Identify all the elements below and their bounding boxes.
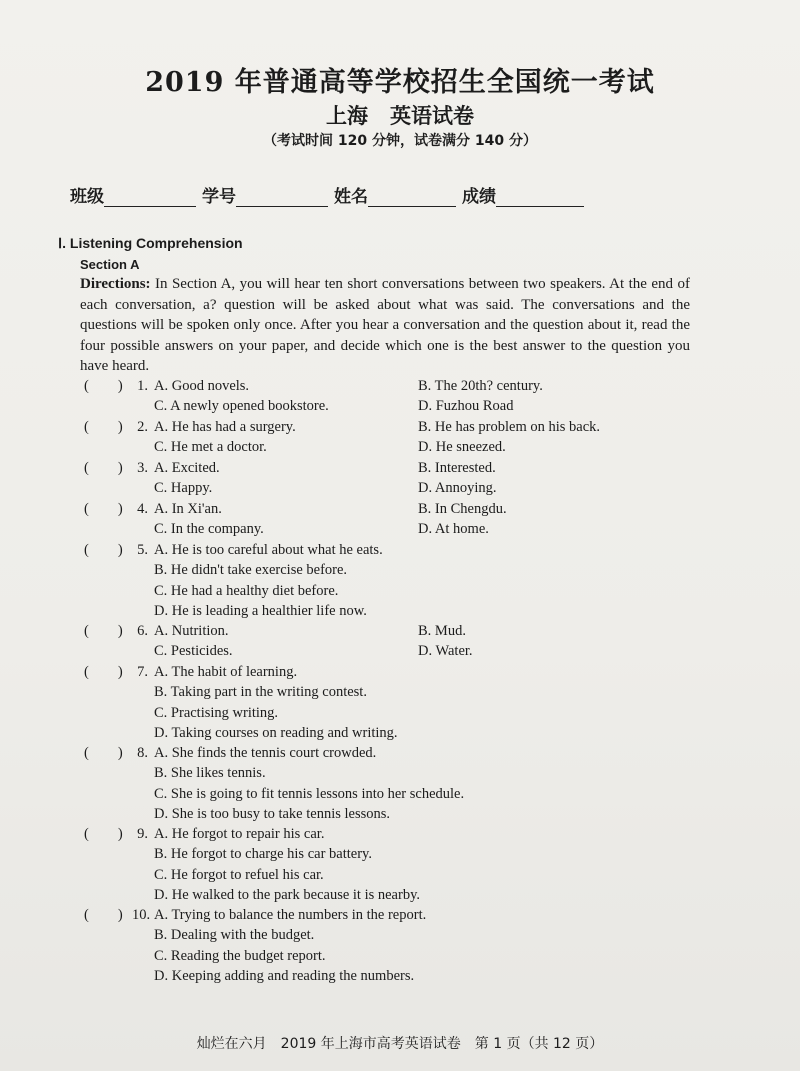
option-b: B. He forgot to charge his car battery. bbox=[154, 846, 372, 863]
answer-paren[interactable]: ( ) bbox=[84, 745, 123, 761]
option-b: B. Taking part in the writing contest. bbox=[154, 684, 367, 701]
option-b: B. She likes tennis. bbox=[154, 765, 266, 782]
class-label: 班级 bbox=[70, 187, 104, 207]
option-b: B. Mud. bbox=[418, 623, 466, 639]
option-d: D. Annoying. bbox=[418, 480, 497, 497]
exam-subtitle bbox=[0, 100, 800, 130]
question-1 bbox=[84, 376, 704, 417]
option-b: B. Interested. bbox=[418, 460, 496, 476]
question-10 bbox=[84, 905, 704, 986]
option-a: A. Nutrition. bbox=[154, 623, 229, 639]
exam-info: （考试时间 120 分钟，试卷满分 140 分） bbox=[263, 133, 537, 149]
question-2 bbox=[84, 417, 704, 458]
student-no-label: 学号 bbox=[202, 187, 236, 207]
class-blank[interactable] bbox=[104, 188, 196, 207]
page-footer: 灿烂在六月 2019 年上海市高考英语试卷 第 1 页（共 12 页） bbox=[196, 1036, 604, 1052]
option-a: A. Excited. bbox=[154, 460, 220, 476]
question-4 bbox=[84, 499, 704, 540]
option-a: A. In Xi'an. bbox=[154, 501, 222, 517]
option-c: C. She is going to fit tennis lessons into her schedule. bbox=[154, 785, 465, 802]
option-c: C. He had a healthy diet before. bbox=[154, 582, 339, 599]
option-a: A. Good novels. bbox=[154, 378, 250, 394]
question-number: 2. bbox=[137, 419, 148, 435]
directions-text: In Section A, you will hear ten short conversations between two speakers. At the end of each conversation, a? question will be asked about what was said. The conversations and the questions will be spoken only once. After you hear a conversation and the question about it, read the four possible answers on your paper, and decide which one is the best answer to the question you have heard. bbox=[80, 276, 690, 374]
student-no-blank[interactable] bbox=[236, 188, 328, 207]
directions bbox=[80, 274, 690, 377]
answer-paren[interactable]: ( ) bbox=[84, 664, 123, 680]
question-number: 4. bbox=[137, 501, 148, 517]
question-number: 9. bbox=[137, 826, 148, 842]
question-number: 7. bbox=[137, 664, 148, 680]
option-c: C. He forgot to refuel his car. bbox=[154, 866, 324, 883]
score-blank[interactable] bbox=[496, 188, 584, 207]
question-9 bbox=[84, 824, 704, 905]
option-d: D. She is too busy to take tennis lessons. bbox=[154, 805, 391, 822]
answer-paren[interactable]: ( ) bbox=[84, 378, 123, 394]
directions-label: Directions: bbox=[80, 276, 151, 292]
answer-paren[interactable]: ( ) bbox=[84, 419, 123, 435]
answer-paren[interactable]: ( ) bbox=[84, 907, 123, 923]
option-a: A. He is too careful about what he eats. bbox=[154, 542, 383, 558]
option-b: B. He has problem on his back. bbox=[418, 419, 601, 435]
question-number: 3. bbox=[137, 460, 148, 476]
answer-paren[interactable]: ( ) bbox=[84, 501, 123, 517]
option-c: C. Pesticides. bbox=[154, 643, 233, 660]
option-b: B. Dealing with the budget. bbox=[154, 927, 315, 944]
question-7 bbox=[84, 662, 704, 743]
section-heading: Section A bbox=[80, 257, 140, 272]
option-c: C. Practising writing. bbox=[154, 704, 279, 721]
question-number: 6. bbox=[137, 623, 148, 639]
answer-paren[interactable]: ( ) bbox=[84, 460, 123, 476]
option-b: B. In Chengdu. bbox=[418, 501, 507, 517]
question-number: 1. bbox=[137, 378, 148, 394]
question-6 bbox=[84, 621, 704, 662]
question-number: 8. bbox=[137, 745, 148, 761]
option-b: B. He didn't take exercise before. bbox=[154, 562, 348, 579]
option-a: A. He forgot to repair his car. bbox=[154, 826, 325, 842]
answer-paren[interactable]: ( ) bbox=[84, 542, 123, 558]
question-8 bbox=[84, 743, 704, 824]
option-d: D. He is leading a healthier life now. bbox=[154, 602, 367, 619]
exam-title: 2019 年普通高等学校招生全国统一考试 bbox=[145, 67, 655, 98]
option-d: D. Fuzhou Road bbox=[418, 398, 514, 415]
name-blank[interactable] bbox=[368, 188, 456, 207]
part-heading: Ⅰ. Listening Comprehension bbox=[58, 235, 243, 251]
option-c: C. A newly opened bookstore. bbox=[154, 398, 329, 415]
option-c: C. He met a doctor. bbox=[154, 439, 267, 456]
option-d: D. Water. bbox=[418, 643, 473, 660]
student-info-fields bbox=[70, 182, 710, 207]
option-b: B. The 20th? century. bbox=[418, 378, 543, 394]
option-a: A. She finds the tennis court crowded. bbox=[154, 745, 377, 761]
question-3 bbox=[84, 458, 704, 499]
question-5 bbox=[84, 540, 704, 621]
answer-paren[interactable]: ( ) bbox=[84, 623, 123, 639]
option-d: D. Taking courses on reading and writing. bbox=[154, 724, 398, 741]
option-a: A. He has had a surgery. bbox=[154, 419, 296, 435]
option-c: C. Happy. bbox=[154, 480, 213, 497]
subtitle-region: 上海 bbox=[326, 103, 368, 128]
option-c: C. Reading the budget report. bbox=[154, 947, 326, 964]
answer-paren[interactable]: ( ) bbox=[84, 826, 123, 842]
question-number: 5. bbox=[137, 542, 148, 558]
option-d: D. He walked to the park because it is nearby. bbox=[154, 886, 421, 903]
name-label: 姓名 bbox=[334, 187, 368, 207]
option-a: A. The habit of learning. bbox=[154, 664, 298, 680]
subtitle-subject: 英语试卷 bbox=[390, 103, 474, 128]
option-a: A. Trying to balance the numbers in the report. bbox=[154, 907, 427, 923]
question-number: 10. bbox=[132, 907, 151, 923]
option-d: D. Keeping adding and reading the numbers. bbox=[154, 967, 415, 984]
option-d: D. At home. bbox=[418, 521, 489, 538]
score-label: 成绩 bbox=[462, 187, 496, 207]
option-c: C. In the company. bbox=[154, 521, 264, 538]
option-d: D. He sneezed. bbox=[418, 439, 506, 456]
